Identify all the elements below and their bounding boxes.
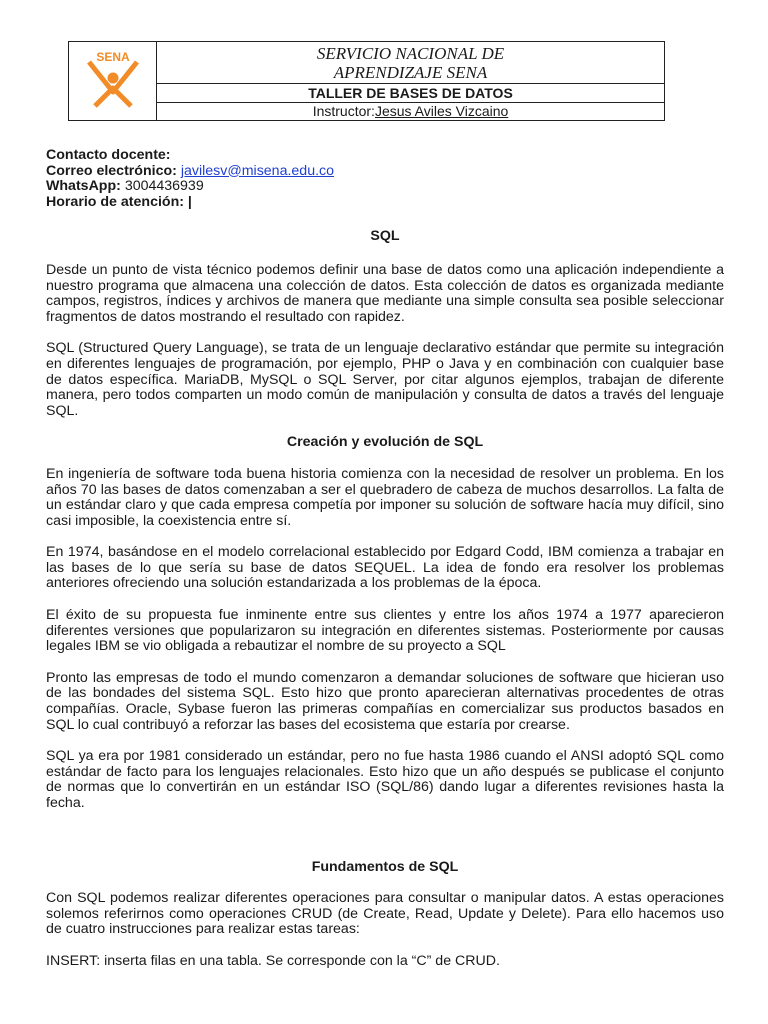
organization-line-1: SERVICIO NACIONAL DE bbox=[316, 43, 505, 63]
organization-line-2: APRENDIZAJE SENA bbox=[333, 62, 488, 82]
paragraph: El éxito de su propuesta fue inminente entre sus clientes y entre los años 1974 a 1977 aparecieron diferentes versiones que popularizaron su integración en diferentes sistemas. Posteriormente por causas legales IBM se vio obligada a rebautizar el nombre de su proyecto a SQL bbox=[46, 607, 724, 655]
paragraph: Desde un punto de vista técnico podemos definir una base de datos como una aplicación independiente a nuestro programa que almacena una colección de datos. Esta colección de datos es organizada mediante campos, registros, índices y archivos de manera que mediante una simple consulta sea posible seleccionar fragmentos de datos mostrando el resultado con rapidez. bbox=[46, 261, 724, 325]
document-body bbox=[46, 148, 724, 970]
section-title-fundamentals: Fundamentos de SQL bbox=[311, 858, 459, 875]
email-label: Correo electrónico: bbox=[46, 162, 181, 179]
whatsapp-number: 3004436939 bbox=[124, 178, 204, 195]
organization-name bbox=[157, 42, 664, 84]
course-title: TALLER DE BASES DE DATOS bbox=[157, 84, 664, 103]
contact-block bbox=[46, 148, 724, 210]
svg-text:SENA: SENA bbox=[95, 50, 130, 64]
whatsapp-label: WhatsApp: bbox=[46, 178, 125, 195]
sena-logo bbox=[69, 42, 157, 120]
paragraph: En 1974, basándose en el modelo correlacional establecido por Edgard Codd, IBM comienza a trabajar en las bases de lo que sería su base de datos SEQUEL. La idea de fondo era resolver los problemas anteriores ofreciendo una solución estandarizada a los problemas de la época. bbox=[46, 544, 724, 592]
paragraph: SQL ya era por 1981 considerado un estándar, pero no fue hasta 1986 cuando el ANSI adoptó SQL como estándar de facto para los lenguajes relacionales. Esto hizo que un año después se publicase el conjunto de normas que lo convertirán en un estándar ISO (SQL/86) dando lugar a diferentes revisiones hasta la fecha. bbox=[46, 748, 724, 811]
section-title-creation: Creación y evolución de SQL bbox=[286, 434, 484, 451]
email-link[interactable]: javilesv@misena.edu.co bbox=[180, 162, 335, 179]
section-title-sql: SQL bbox=[370, 228, 400, 245]
paragraph: Pronto las empresas de todo el mundo comenzaron a demandar soluciones de software que hicieran uso de las bondades del sistema SQL. Esto hizo que pronto aparecieran alternativas procedentes de otras compañías. Oracle, Sybase fueron las primeras compañías en comercializar sus productos basados en SQL lo cual contribuyó a reforzar las bases del ecosistema que estaría por crearse. bbox=[46, 669, 724, 733]
document-header bbox=[68, 41, 665, 121]
instructor-name: Jesus Aviles Vizcaino bbox=[374, 103, 509, 120]
paragraph: En ingeniería de software toda buena historia comienza con la necesidad de resolver un problema. En los años 70 las bases de datos comenzaban a ser el quebradero de cabeza de muchos desarrollos. La falta de un estándar claro y que cada empresa competía por imponer su solución de software hacía muy difícil, sino casi imposible, la coexistencia entre sí. bbox=[46, 465, 724, 529]
paragraph: Con SQL podemos realizar diferentes operaciones para consultar o manipular datos. A estas operaciones solemos referirnos como operaciones CRUD (de Create, Read, Update y Delete). Para ello hacemos uso de cuatro instrucciones para realizar estas tareas: bbox=[46, 890, 724, 938]
contact-heading: Contacto docente: bbox=[46, 147, 171, 163]
hours-label: Horario de atención: | bbox=[46, 193, 192, 210]
sena-logo-icon bbox=[81, 48, 145, 114]
instructor-row bbox=[157, 103, 664, 121]
paragraph: INSERT: inserta filas en una tabla. Se corresponde con la “C” de CRUD. bbox=[46, 952, 500, 969]
instructor-label: Instructor: bbox=[312, 103, 375, 120]
paragraph: SQL (Structured Query Language), se trata de un lenguaje declarativo estándar que permite su integración en diferentes lenguajes de programación, por ejemplo, PHP o Java y en combinación con cualquier base de datos específica. MariaDB, MySQL o SQL Server, por citar algunos ejemplos, trabajan de diferente manera, pero todos comparten un modo común de manipulación y consulta de datos a través del lenguaje SQL. bbox=[46, 340, 724, 419]
